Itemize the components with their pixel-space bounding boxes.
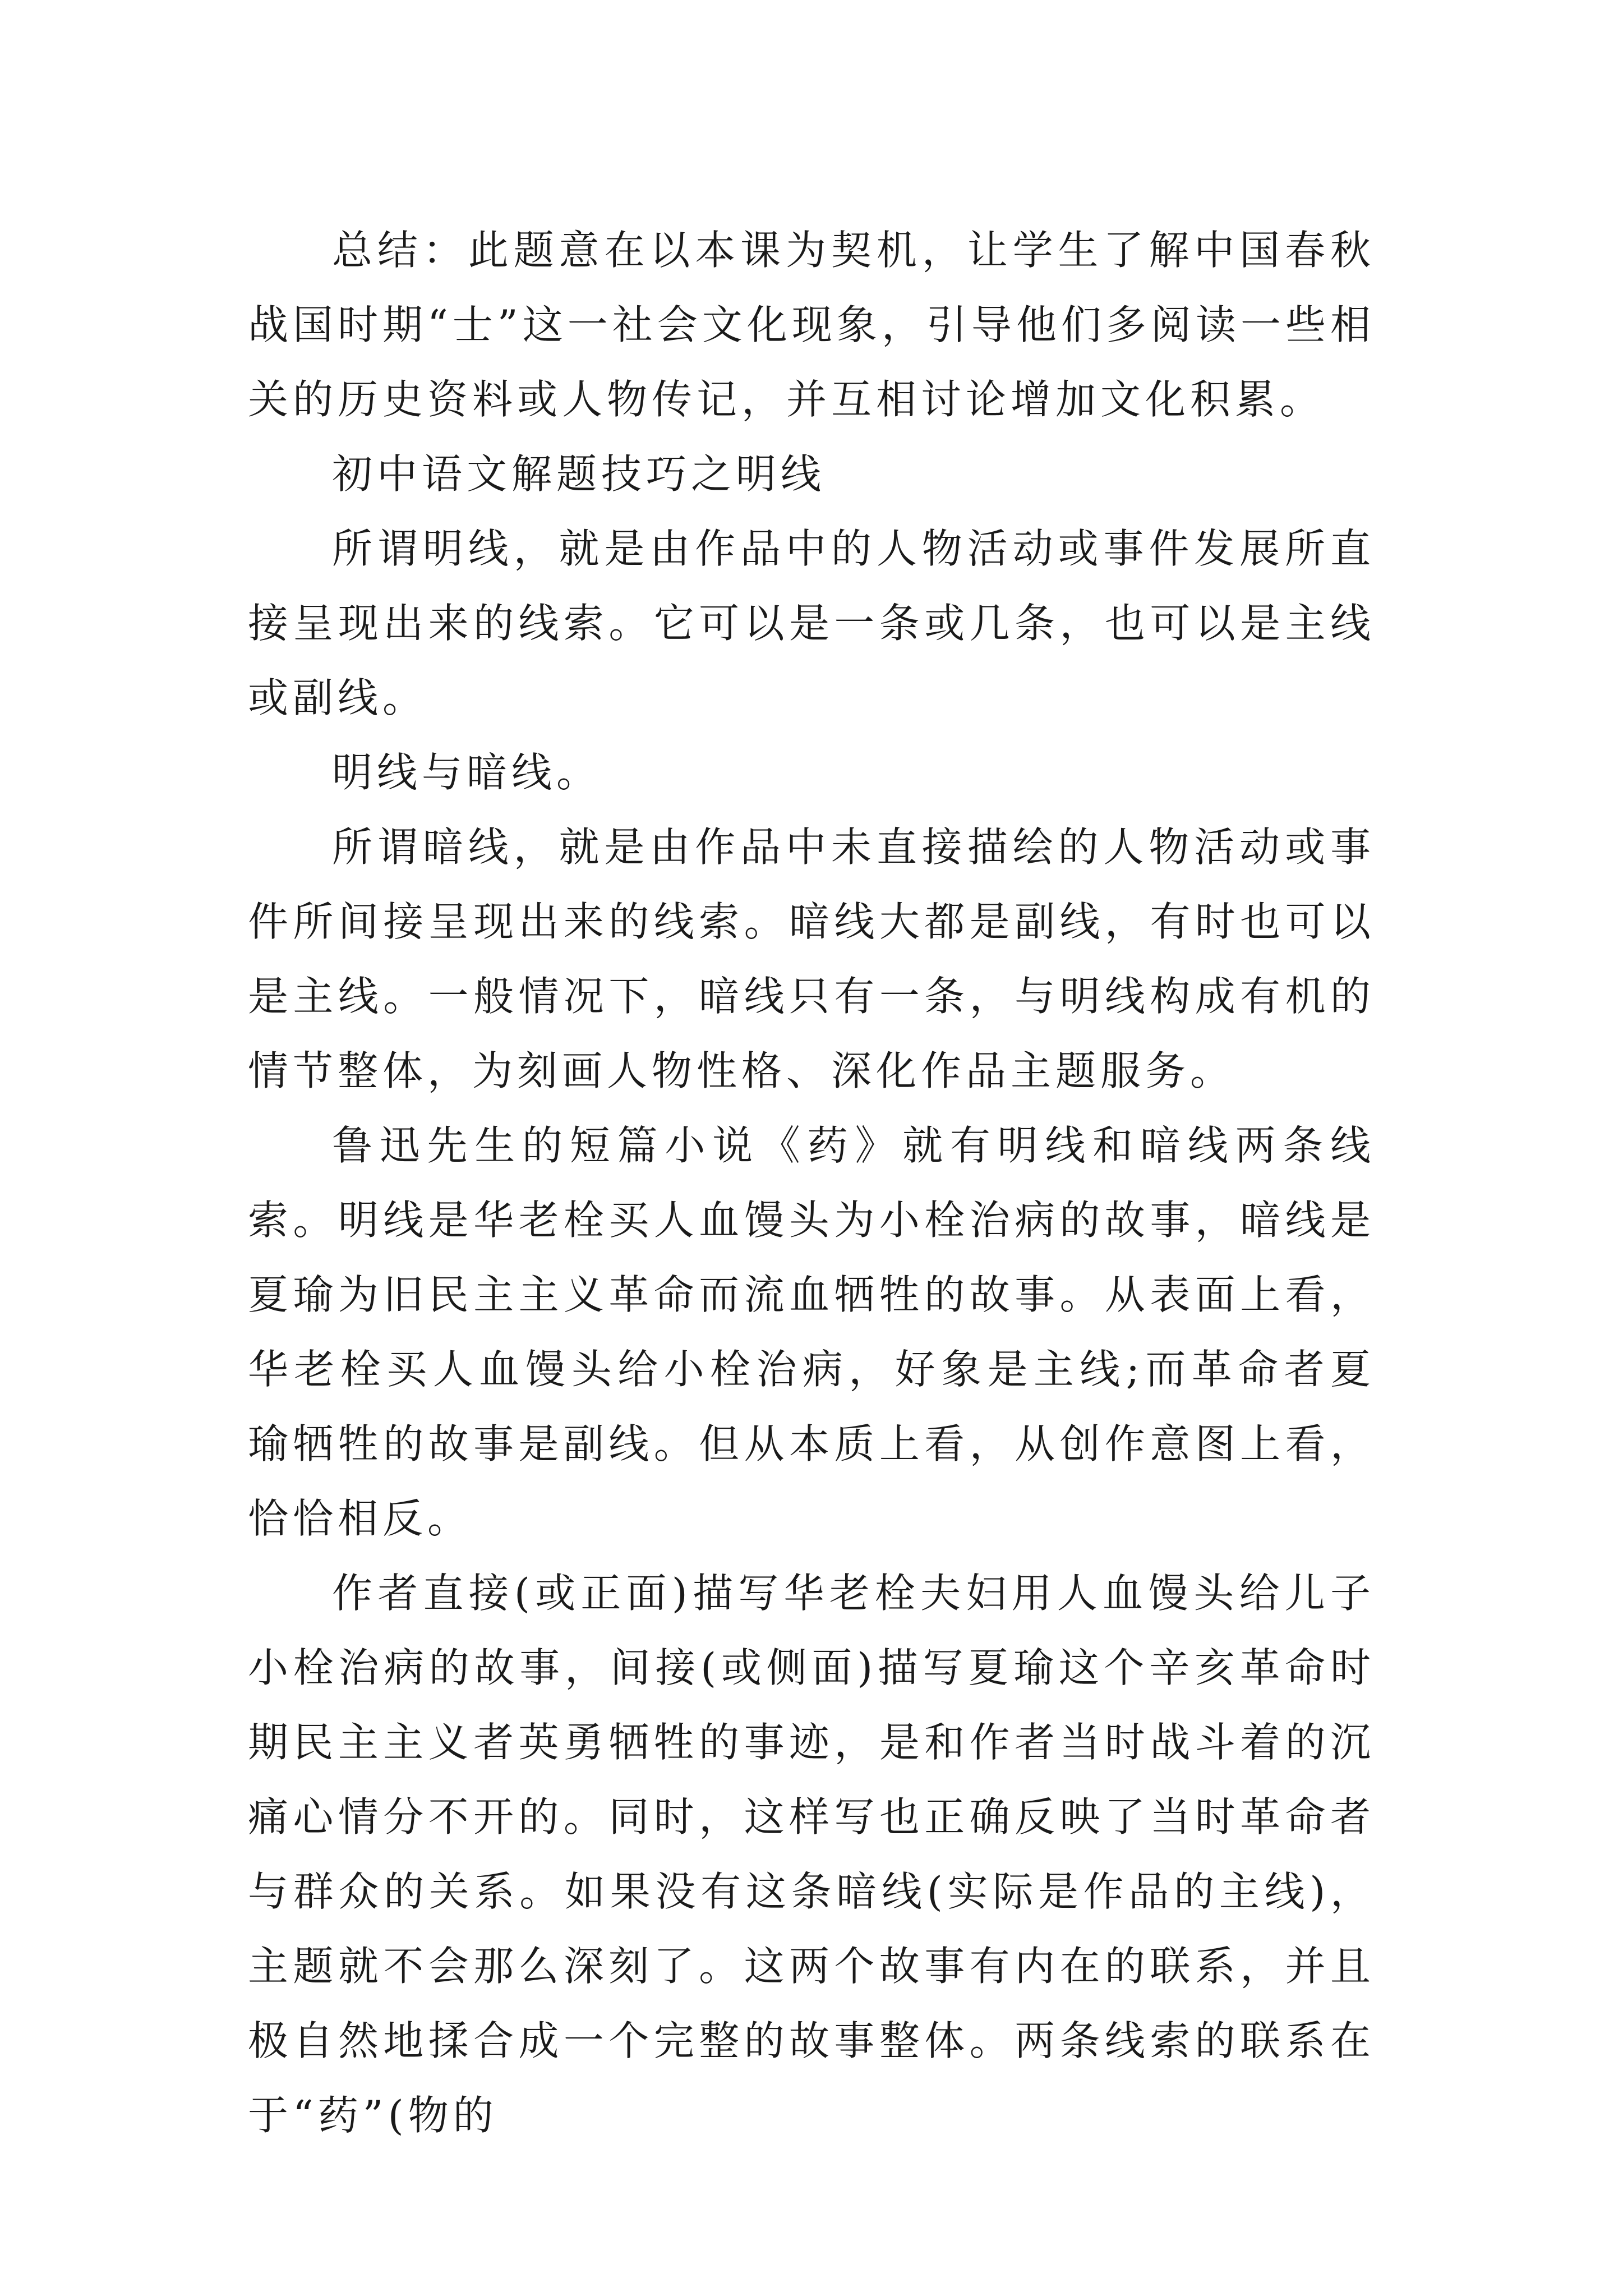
paragraph-heading-explicit-line: 初中语文解题技巧之明线: [332, 450, 826, 498]
paragraph-explicit-and-implicit: 明线与暗线。: [332, 749, 602, 796]
document-page: [248, 213, 1375, 2153]
paragraph-implicit-line-definition: 所谓暗线，就是由作品中未直接描绘的人物活动或事件所间接呈现出来的线索。暗线大都是副线，有时也可以是主线。一般情况下，暗线只有一条，与明线构成有机的情节整体，为刻画人物性格、深化作品主题服务。: [248, 823, 1375, 1094]
paragraph-explicit-line-definition: 所谓明线，就是由作品中的人物活动或事件发展所直接呈现出来的线索。它可以是一条或几条，也可以是主线或副线。: [248, 525, 1375, 721]
paragraph-summary: 总结：此题意在以本课为契机，让学生了解中国春秋战国时期“士”这一社会文化现象，引导他们多阅读一些相关的历史资料或人物传记，并互相讨论增加文化积累。: [248, 227, 1375, 423]
paragraph-author-analysis: 作者直接(或正面)描写华老栓夫妇用人血馒头给儿子小栓治病的故事，间接(或侧面)描写夏瑜这个辛亥革命时期民主主义者英勇牺牲的事迹，是和作者当时战斗着的沉痛心情分不开的。同时，这样写也正确反映了当时革命者与群众的关系。如果没有这条暗线(实际是作品的主线)，主题就不会那么深刻了。这两个故事有内在的联系，并且极自然地揉合成一个完整的故事整体。两条线索的联系在于“药”(物的: [248, 1570, 1375, 2139]
paragraph-medicine-example: 鲁迅先生的短篇小说《药》就有明线和暗线两条线索。明线是华老栓买人血馒头为小栓治病的故事，暗线是夏瑜为旧民主主义革命而流血牺牲的故事。从表面上看，华老栓买人血馒头给小栓治病，好象是主线;而革命者夏瑜牺牲的故事是副线。但从本质上看，从创作意图上看，恰恰相反。: [248, 1122, 1375, 1542]
